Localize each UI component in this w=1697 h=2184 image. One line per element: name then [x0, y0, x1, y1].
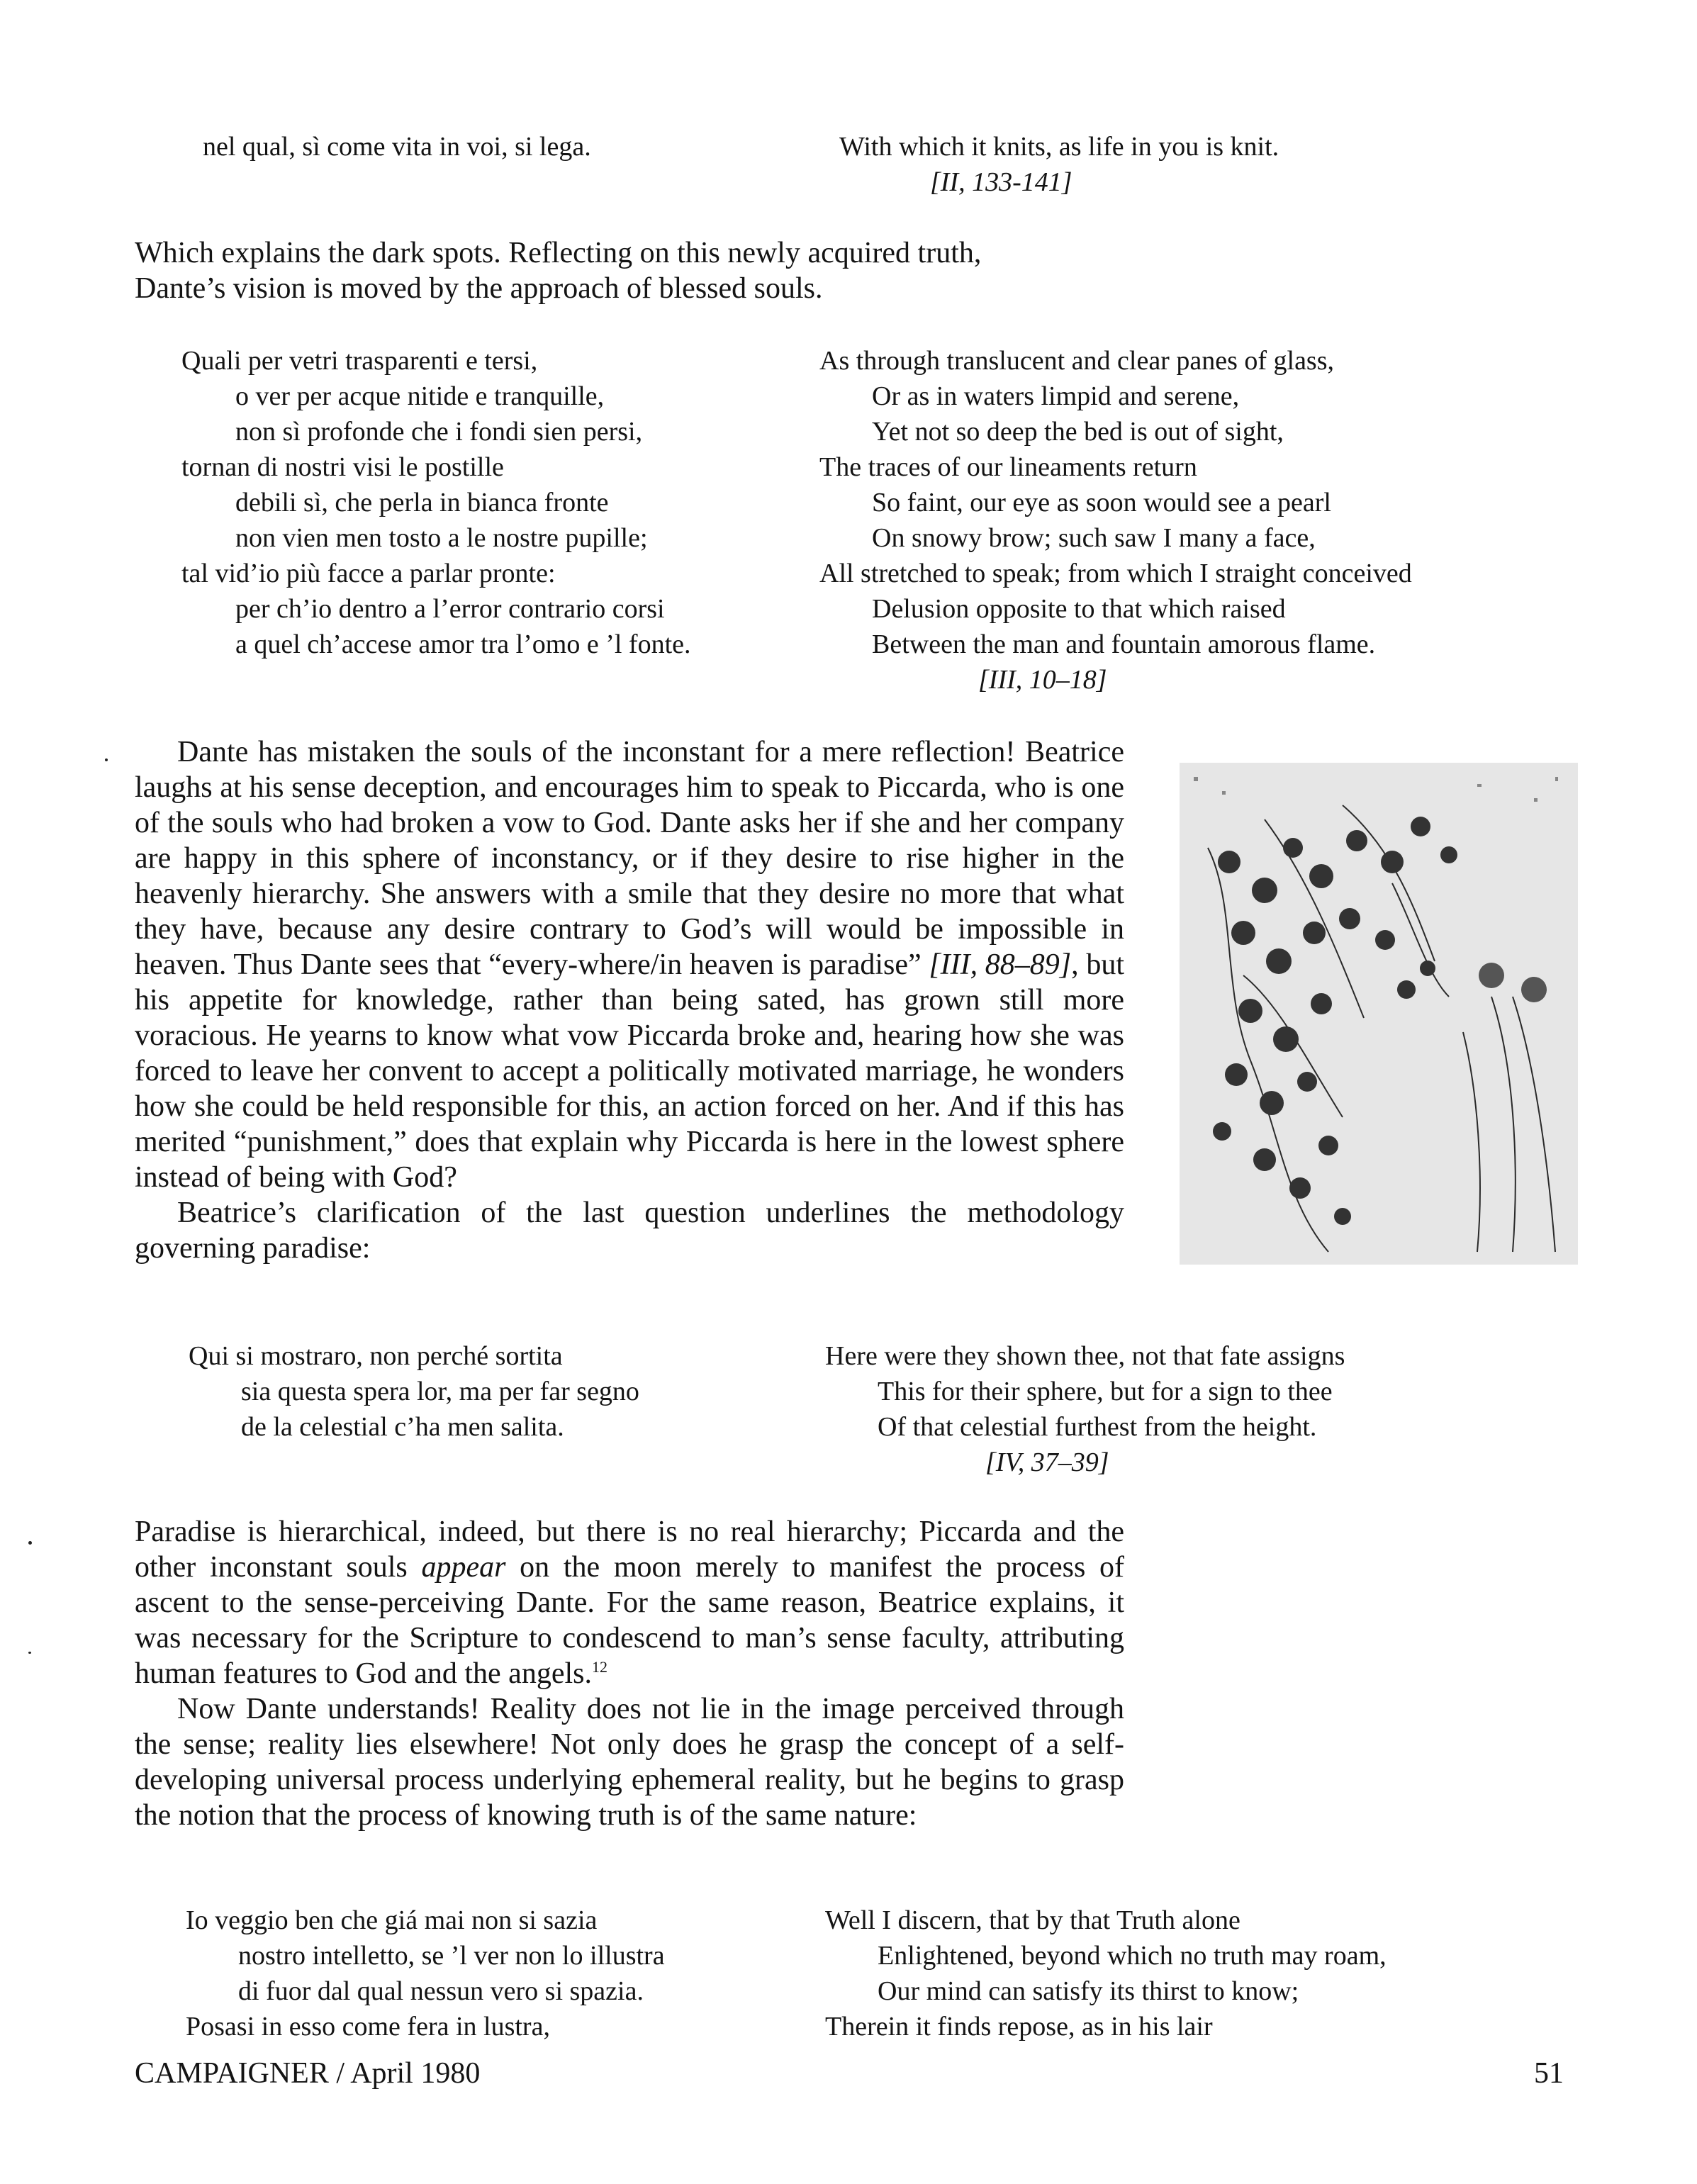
emphasis-appear: appear [421, 1551, 506, 1584]
paragraph-dark-spots-line-1: Which explains the dark spots. Reflecting on this newly acquired truth, [135, 237, 982, 269]
paragraph-hierarchical [135, 1514, 1124, 1833]
verse-line: non sì profonde che i fondi sien persi, [235, 417, 643, 447]
verse-truth-italian-line: di fuor dal qual nessun vero si spazia. [238, 1976, 644, 2006]
footnote-marker: 12 [591, 1658, 607, 1676]
verse-truth-english-line: Our mind can satisfy its thirst to know; [878, 1976, 1299, 2006]
scan-speck [28, 1541, 32, 1545]
paragraph-text: Dante has mistaken the souls of the inconstant for a mere reflection! Beatrice laughs at his sense deception, and encourages him to speak to Piccarda, who is one of the souls who had broken a vow to God. Dante asks her if she and her company are happy in this sphere of inconstancy, or if they desire to rise higher in the heavenly hierarchy. She answers with a smile that they desire no more that what they have, because any desire contrary to God’s will would be impossible in heaven. Thus Dante sees that “every-where/in heaven is paradise” [135, 736, 1124, 981]
engraving-illustration [1180, 763, 1578, 1265]
verse-sphere-english-line: Of that celestial furthest from the height. [878, 1412, 1317, 1442]
paragraph-text: Paradise is hierarchical, indeed, but there is no real hierarchy; Piccarda and the other inconstant souls [135, 1516, 1124, 1584]
verse-truth-english-line: Well I discern, that by that Truth alone [825, 1905, 1240, 1935]
paragraph-mistaken-reflection [135, 734, 1124, 1266]
verse-top-english: With which it knits, as life in you is knit. [839, 132, 1279, 162]
paragraph-understands: Now Dante understands! Reality does not lie in the image perceived through the sense; reality lies elsewhere! Not only does he grasp the concept of a self-developing universal process underlying ephemeral reality, but he begins to grasp the notion that the process of knowing truth is of the same nature: [135, 1693, 1124, 1832]
verse-line: The traces of our lineaments return [819, 452, 1197, 482]
verse-line: Delusion opposite to that which raised [872, 594, 1286, 624]
verse-sphere-italian-line: de la celestial c’ha men salita. [241, 1412, 564, 1442]
verse-top-citation: [II, 133-141] [930, 167, 1072, 197]
verse-sphere-italian-line: sia questa spera lor, ma per far segno [241, 1377, 639, 1406]
verse-line: non vien men tosto a le nostre pupille; [235, 523, 648, 553]
verse-truth-italian-line: Posasi in esso come fera in lustra, [186, 2012, 550, 2042]
verse-line: Quali per vetri trasparenti e tersi, [181, 346, 538, 376]
paragraph-text: , but his appetite for knowledge, rather than being sated, has grown still more voracious. He yearns to know what vow Piccarda broke and, hearing how she was forced to leave her convent to accept a politically motivated marriage, he wonders how she could be held responsible for this, an action forced on her. And if this has merited “punishment,” does that explain why Piccarda is here in the lowest sphere instead of being with God? [135, 948, 1124, 1194]
verse-line: debili sì, che perla in bianca fronte [235, 488, 609, 517]
verse-line: o ver per acque nitide e tranquille, [235, 381, 605, 411]
scan-speck [105, 758, 108, 761]
paragraph-dark-spots-line-2: Dante’s vision is moved by the approach of blessed souls. [135, 272, 823, 305]
verse-line: On snowy brow; such saw I many a face, [872, 523, 1316, 553]
verse-sphere-english-line: This for their sphere, but for a sign to thee [878, 1377, 1333, 1406]
verse-truth-english-line: Enlightened, beyond which no truth may roam, [878, 1941, 1387, 1971]
verse-line: Yet not so deep the bed is out of sight, [872, 417, 1284, 447]
verse-line: per ch’io dentro a l’error contrario corsi [235, 594, 665, 624]
verse-line: So faint, our eye as soon would see a pearl [872, 488, 1331, 517]
paragraph-text: on the moon merely to manifest the process of ascent to the sense-perceiving Dante. For the same reason, Beatrice explains, it was necessary for the Scripture to condescend to man’s sense faculty, attributing human features to God and the angels. [135, 1551, 1124, 1690]
verse-line: Between the man and fountain amorous flame. [872, 629, 1376, 659]
verse-line: tal vid’io più facce a parlar pronte: [181, 559, 556, 588]
verse-top-italian: nel qual, sì come vita in voi, si lega. [203, 132, 591, 162]
verse-line: All stretched to speak; from which I straight conceived [819, 559, 1412, 588]
inline-citation: [III, 88–89] [929, 948, 1072, 981]
verse-line: As through translucent and clear panes of glass, [819, 346, 1335, 376]
verse-line: Or as in waters limpid and serene, [872, 381, 1240, 411]
verse-sphere-citation: [IV, 37–39] [985, 1447, 1109, 1477]
footer-publication: CAMPAIGNER / April 1980 [135, 2057, 481, 2090]
verse-glass-citation: [III, 10–18] [978, 665, 1107, 695]
verse-truth-italian-line: nostro intelletto, se ’l ver non lo illustra [238, 1941, 665, 1971]
verse-sphere-italian-line: Qui si mostraro, non perché sortita [189, 1341, 563, 1371]
verse-truth-english-line: Therein it finds repose, as in his lair [825, 2012, 1213, 2042]
paragraph-clarification: Beatrice’s clarification of the last question underlines the methodology governing paradise: [135, 1197, 1124, 1265]
verse-line: tornan di nostri visi le postille [181, 452, 504, 482]
scan-speck [28, 1652, 31, 1654]
verse-truth-italian-line: Io veggio ben che giá mai non si sazia [186, 1905, 598, 1935]
verse-line: a quel ch’accese amor tra l’omo e ’l fonte. [235, 629, 691, 659]
verse-sphere-english-line: Here were they shown thee, not that fate assigns [825, 1341, 1345, 1371]
page-number: 51 [1534, 2057, 1564, 2090]
